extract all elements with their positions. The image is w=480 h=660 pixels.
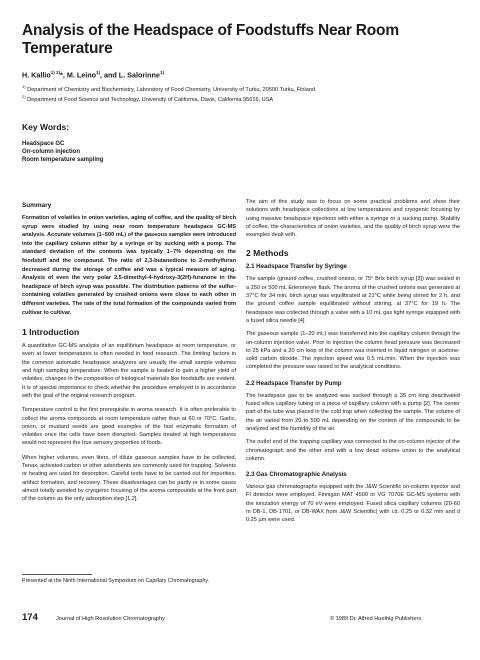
section-2-2-paragraph-1: The headspace gas to be analyzed was sucked through a 35 cm long deactivated fused silica capillary tubing or a piece of capillary column with a pump [2]. The center part of the tube was placed in the cold trap when collecting the sample. The volume of the air varied from 20 to 500 mL depending on the content of the compounds to be analyzed and the humidity of the air. — [246, 392, 460, 432]
intro-paragraph-1: A quantitative GC-MS analysis of an equilibrium headspace at room temperature, or even at lower temperatures is often needed in food research. The limiting factors in the common automatic headspace analyzers are usually the small sample volumes and high sampling temperature. When the sample is heated to gain a higher yield of volatiles, changes in the composition of biological materials like foodstuffs are evident. It is of special importance to check whether the procedure employed is in accordance with the goal of the original research program. — [22, 343, 236, 399]
author-separator: , and — [100, 70, 119, 80]
summary-heading: Summary — [22, 202, 52, 209]
left-column — [22, 202, 236, 503]
keyword-item: Headspace GC — [22, 141, 65, 147]
affiliation-2 — [22, 93, 472, 104]
intro-paragraph-3: When higher volumes, even liters, of dilute gaseous samples have to be collected, Tenax, activated carbon or other adsorbents are commonly used for trapping. Solvents or heating are used for desorption. Careful tests have to be carried out for impurities, artifact formation, and recovery. These disadvantages can be partly or in some cases almost totally avoided by cryogenic focusing of the aroma compounds at the front part of the column as the only adsorption step [1,2]. — [22, 454, 236, 503]
author-kallio: H. Kallio — [22, 70, 51, 80]
affiliation-text: Department of Food Science and Technology, University of California, Davis, California 95616, USA — [27, 96, 274, 103]
affiliation-mark: 1) — [22, 84, 26, 89]
aim-paragraph: The aim of this study was to focus on some practical problems and show their solutions with headspace collections at low temperatures and cryogenic focusing by using massive headspace injections with either a syringe or a sucking pump. Stability of coffee, the characteristics of onion varieties, and the quality of birch syrup were the examples dealt with. — [246, 199, 460, 239]
journal-name: Journal of High Resolution Chromatography — [56, 616, 165, 622]
keyword-item: Room temperature sampling — [22, 157, 104, 163]
right-column — [246, 198, 460, 525]
section-2-3-heading: 2.3 Gas Chromatographic Analysis — [246, 471, 347, 479]
summary-text: Formation of volatiles in onion varieties, aging of coffee, and the quality of birch syrup were studied by using near room temperature headspace GC-MS analysis. Accurate volumes (1–500 mL) of the gaseous samples were introduced into the capillary column either by a syringe or by sucking with a pump. The standard deviation of the contents was typically 1–7% depending on the foodstuff and the compound. The ratio of 2,3-butanedione to 2-methylfuran decreased during the storage of coffee and was a typical measure of aging. Analysis of even the very polar 2,5-dimethyl-4-hydroxy-3(2H)-furanone in the headspace of birch syrup was possible. The distribution patterns of the sulfur-containing volatiles generated by crushed onions were close to each other in different varieties. The rate of the total formation of the compounds varied from cultivar to cultivar. — [22, 215, 236, 316]
author-leino-affil: 1) — [96, 70, 101, 75]
paper-title: Analysis of the Headspace of Foodstuffs Near Room Temperature — [22, 22, 399, 57]
intro-paragraph-2: Temperature control is the first prerequisite in aroma research. It is often preferable to collect the aroma compounds at room temperature rather than at 60 or 70°C. Garlic, onion, or mustard seeds are good examples of the fast enzymatic formation of volatiles once the cells have been disrupted. Samples treated at high temperatures would not represent the true sensory properties of foods. — [22, 407, 236, 447]
keywords-list — [22, 140, 103, 164]
author-line — [22, 70, 164, 79]
methods-heading: 2 Methods — [246, 248, 289, 259]
affiliation-mark: 2) — [22, 94, 26, 99]
keyword-item: On-column injection — [22, 149, 80, 155]
section-2-2-heading: 2.2 Headspace Transfer by Pump — [246, 379, 342, 387]
affiliation-text: Department of Chemistry and Biochemistry, Laboratory of Food Chemistry, University of Turku, 20500 Turku, Finland — [27, 86, 316, 93]
introduction-heading: 1 Introduction — [22, 327, 80, 338]
author-leino: M. Leino — [66, 70, 96, 80]
footnote-rule — [22, 574, 92, 575]
section-2-2-paragraph-2: The outlet end of the trapping capillary was connected to the on-column injector of the chromatograph and the other end with a low dead volume union to the analytical column. — [246, 439, 460, 462]
author-salorinne: L. Salorinne — [118, 70, 160, 80]
corresponding-mark: * — [60, 70, 63, 80]
section-2-1-paragraph-2: The gaseous sample (1–20 mL) was transferred into the capillary column through the on-column injection valve. Prior to injection the column head pressure was decreased to 25 kPa and a 20 cm loop of the column was inserted in liquid nitrogen or acetone-solid carbon dioxide. The injection speed was 0.5 mL/min. When the injection was completed the pressure was raised to the analytical conditions. — [246, 331, 460, 371]
author-separator: , — [62, 70, 67, 80]
section-2-3-paragraph-1: Various gas chromatographs equipped with the J&W Scientific on-column injector and FI detector were employed. Finnigan MAT 4500 or VG 7070E GC-MS systems with the ionization energy of 70 eV were employed. Fused silica capillary columns (20-60 m DB-1, DB-1701, or DB-WAX from J&W Scientific) with i.d. 0.25 or 0.32 mm and d 0.25 µm were used. — [246, 484, 460, 524]
author-kallio-affil: 1) 2) — [50, 70, 61, 75]
copyright-notice: © 1989 Dr. Alfred Huethig Publishers — [330, 616, 422, 622]
keywords-heading: Key Words: — [22, 122, 70, 132]
author-salorinne-affil: 1) — [159, 70, 164, 75]
footnote: Presented at the Ninth International Symposium on Capillary Chromatography. — [22, 578, 210, 584]
section-2-1-heading: 2.1 Headspace Transfer by Syringe — [246, 263, 347, 271]
section-2-1-paragraph-1: The sample (ground coffee, crushed onions, or 75° Brix birch syrup [3]) was sealed in a 250 or 500 mL Erlenmeyer flask. The aroma of the crushed onions was generated at 37°C for 34 min, birch syrup was equilibrated at 21°C while being stirred for 2 h, and the ground coffee sample equilibrated without stirring, at 37°C for 19 h. The headspace was collected through a valve with a 10 mL gas tight syringe equipped with a fused silica needle [4]. — [246, 276, 460, 324]
page-number: 174 — [22, 612, 38, 623]
